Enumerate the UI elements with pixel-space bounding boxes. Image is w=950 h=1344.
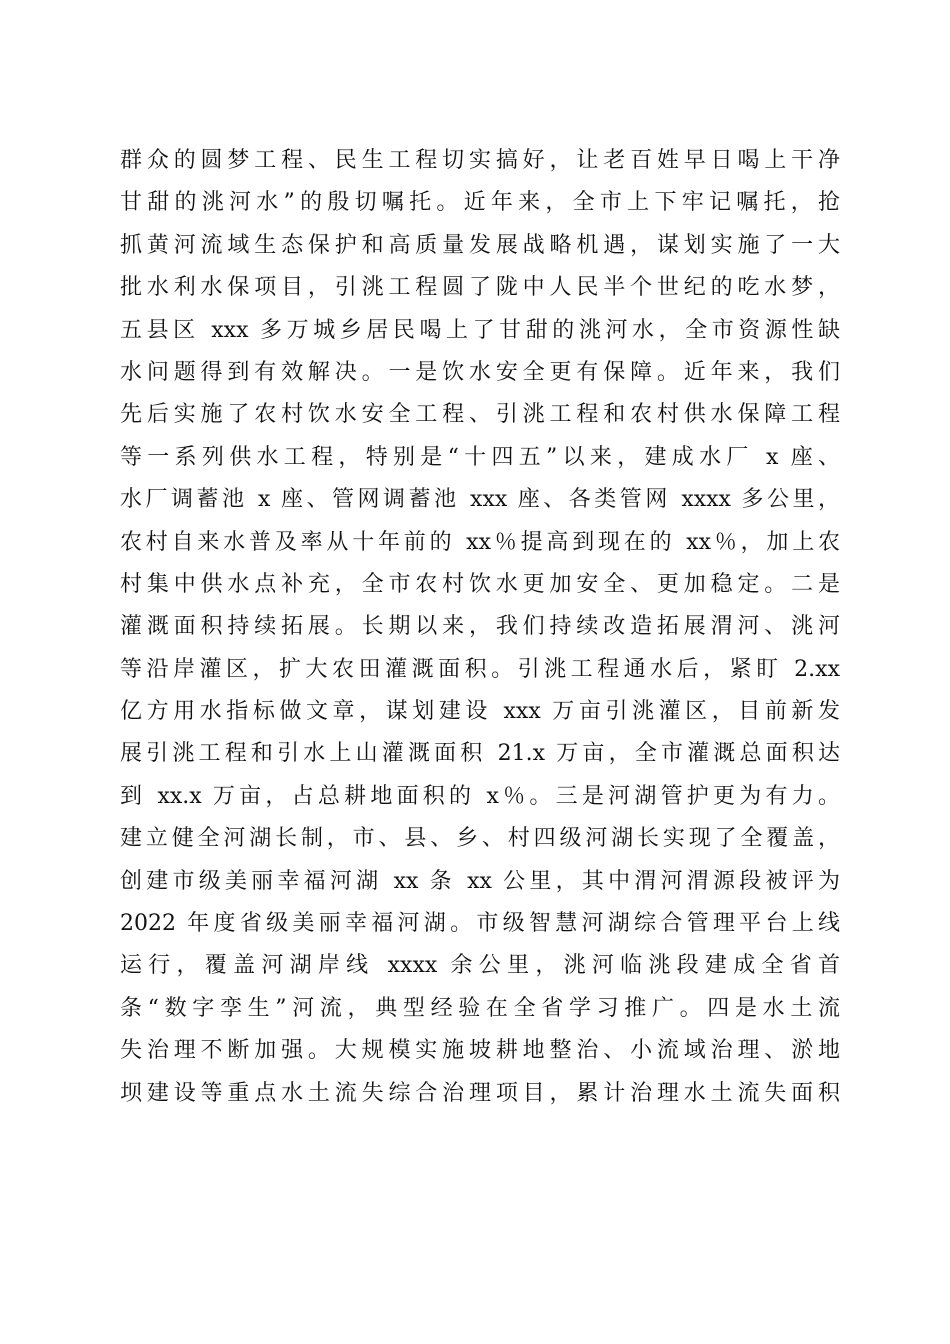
text-line-6: 水问题得到有效解决。一是饮水安全更有保障。近年来，我们 <box>120 359 840 385</box>
text-line-13: 等沿岸灌区，扩大农田灌溉面积。引洮工程通水后，紧盯 2.xx <box>120 656 840 682</box>
text-line-14: 亿方用水指标做文章，谋划建设 xxx 万亩引洮灌区，目前新发 <box>120 699 840 725</box>
body-text <box>120 140 840 1115</box>
text-line-12: 灌溉面积持续拓展。长期以来，我们持续改造拓展渭河、洮河 <box>120 614 840 640</box>
text-line-3: 抓黄河流域生态保护和高质量发展战略机遇，谋划实施了一大 <box>120 232 840 258</box>
text-line-2: 甘甜的洮河水”的殷切嘱托。近年来，全市上下牢记嘱托，抢 <box>120 190 840 216</box>
text-line-21: 条“数字孪生”河流，典型经验在全省学习推广。四是水土流 <box>120 995 840 1021</box>
text-line-8: 等一系列供水工程，特别是“十四五”以来，建成水厂 x 座、 <box>120 444 840 470</box>
text-line-9: 水厂调蓄池 x 座、管网调蓄池 xxx 座、各类管网 xxxx 多公里， <box>120 487 840 513</box>
text-line-20: 运行，覆盖河湖岸线 xxxx 余公里，洮河临洮段建成全省首 <box>120 953 840 979</box>
text-line-19: 2022 年度省级美丽幸福河湖。市级智慧河湖综合管理平台上线 <box>120 911 840 937</box>
text-line-4: 批水利水保项目，引洮工程圆了陇中人民半个世纪的吃水梦， <box>120 275 840 301</box>
text-line-5: 五县区 xxx 多万城乡居民喝上了甘甜的洮河水，全市资源性缺 <box>120 317 840 343</box>
text-line-17: 建立健全河湖长制，市、县、乡、村四级河湖长实现了全覆盖， <box>120 826 840 852</box>
text-line-1: 群众的圆梦工程、民生工程切实搞好，让老百姓早日喝上干净 <box>120 148 840 173</box>
text-line-23: 坝建设等重点水土流失综合治理项目，累计治理水土流失面积 <box>120 1080 840 1106</box>
text-line-10: 农村自来水普及率从十年前的 xx％提高到现在的 xx％，加上农 <box>120 529 840 555</box>
text-line-15: 展引洮工程和引水上山灌溉面积 21.x 万亩，全市灌溉总面积达 <box>120 741 840 767</box>
text-line-7: 先后实施了农村饮水安全工程、引洮工程和农村供水保障工程 <box>120 402 840 428</box>
text-line-11: 村集中供水点补充，全市农村饮水更加安全、更加稳定。二是 <box>120 571 840 597</box>
text-line-18: 创建市级美丽幸福河湖 xx 条 xx 公里，其中渭河渭源段被评为 <box>120 868 840 894</box>
text-line-22: 失治理不断加强。大规模实施坡耕地整治、小流域治理、淤地 <box>120 1038 840 1064</box>
text-line-16: 到 xx.x 万亩，占总耕地面积的 x％。三是河湖管护更为有力。 <box>120 783 840 809</box>
